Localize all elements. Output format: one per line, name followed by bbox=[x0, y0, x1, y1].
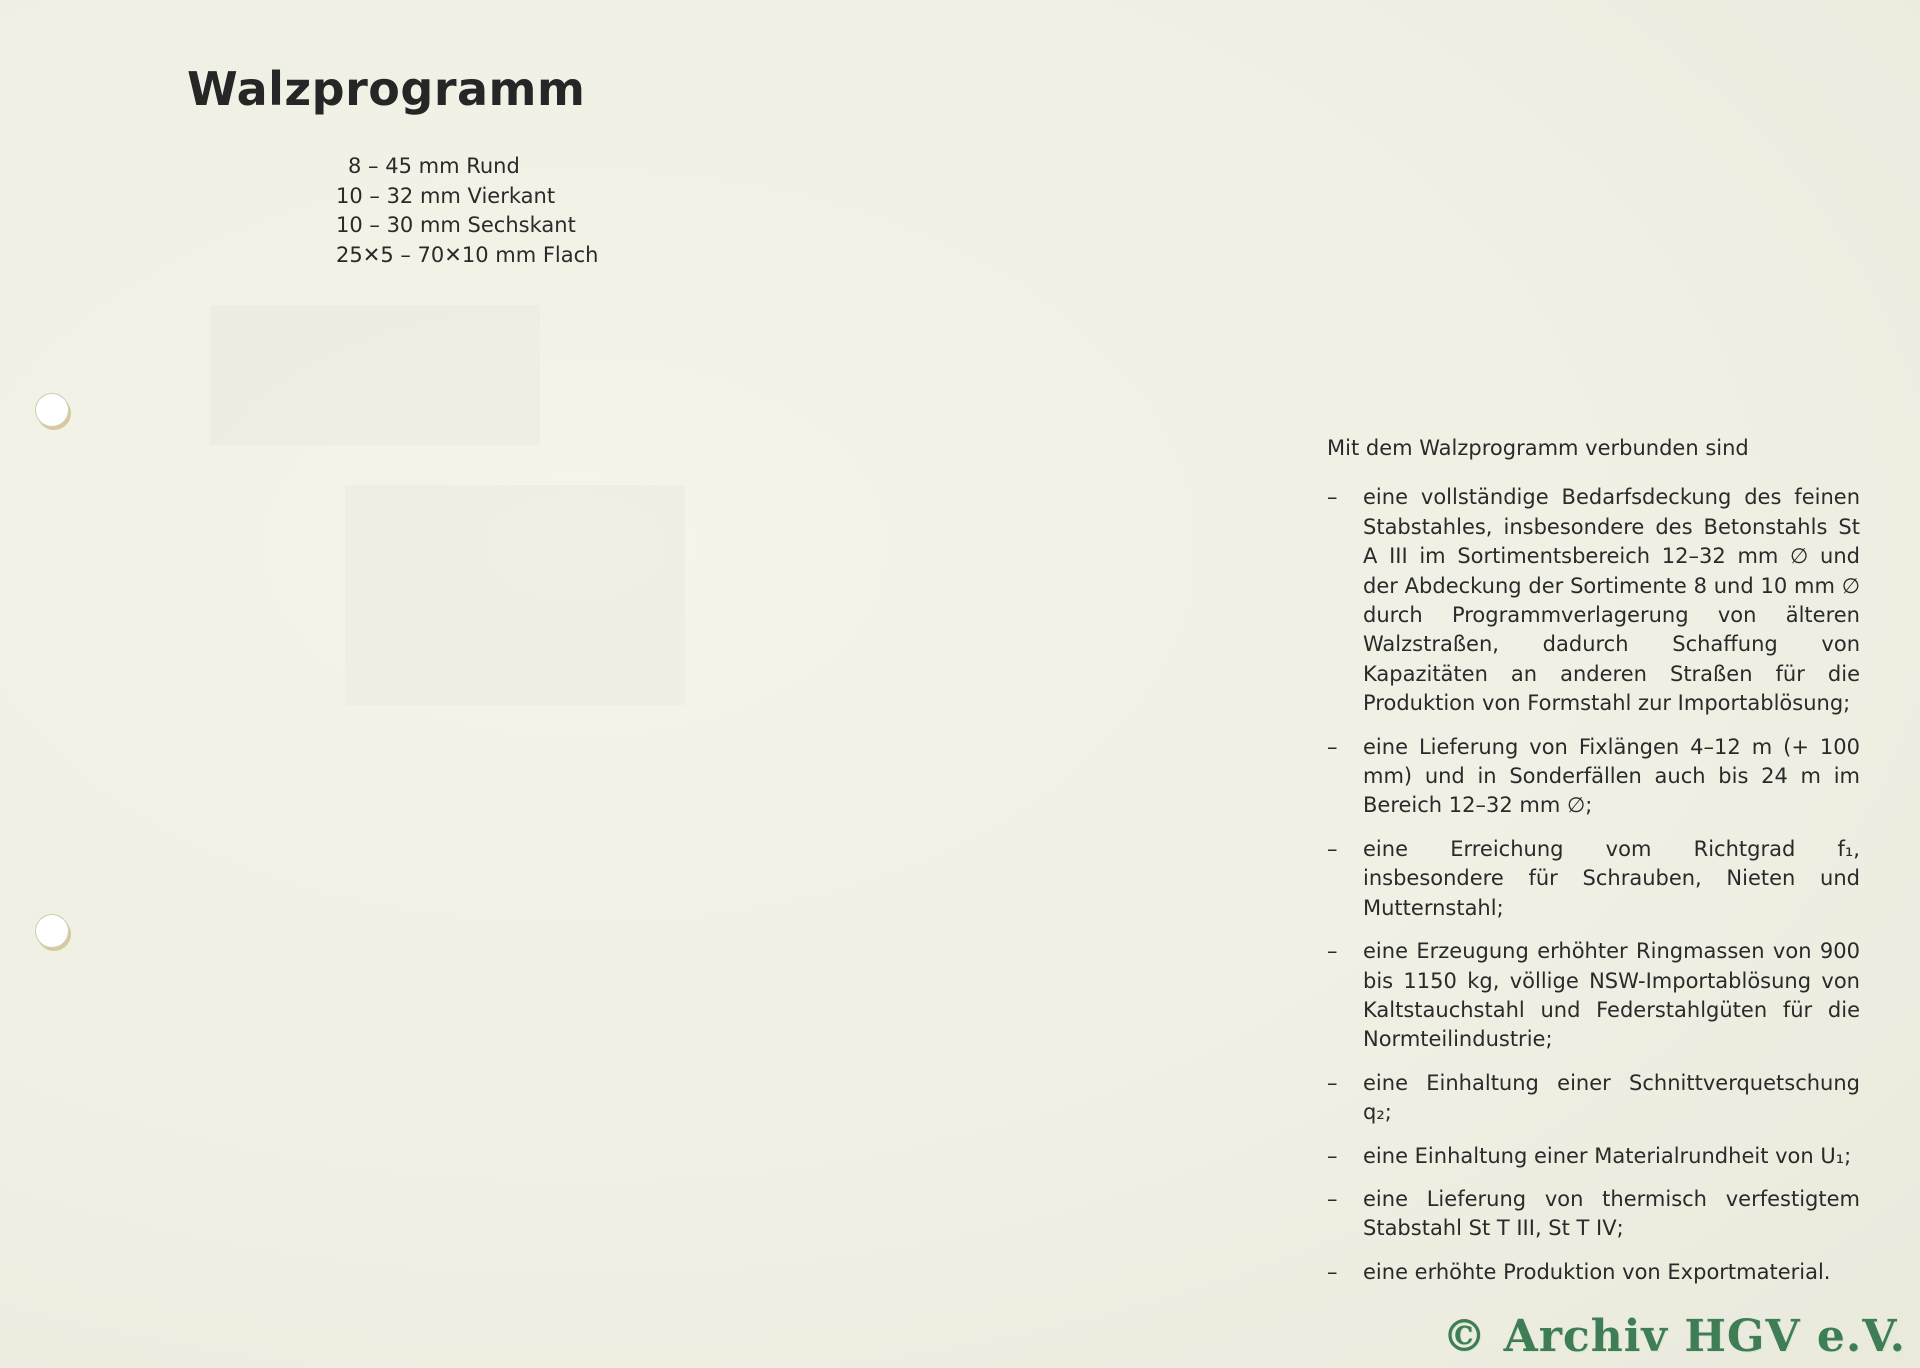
archive-watermark: © Archiv HGV e.V. bbox=[1442, 1311, 1906, 1362]
profile-line: 8 – 45 mm Rund bbox=[348, 154, 520, 178]
list-item: – eine Erzeugung erhöhter Ringmassen von 900 bis 1150 kg, völlige NSW-Importablösung von Kaltstauchstahl und Federstahlgüten für die Normteilindustrie; bbox=[1327, 937, 1860, 1055]
page-title: Walzprogramm bbox=[187, 62, 586, 116]
list-item: – eine Einhaltung einer Materialrundheit von U₁; bbox=[1327, 1142, 1860, 1171]
list-item: – eine vollständige Bedarfsdeckung des feinen Stabstahles, insbesondere des Betonstahls St A III im Sortimentsbereich 12–32 mm ∅ und der Abdeckung der Sortimente 8 und 10 mm ∅ durch Programmverlagerung von älteren Walzstraßen, dadurch Schaffung von Kapazitäten an anderen Straßen für die Produktion von Formstahl zur Importablösung; bbox=[1327, 483, 1860, 718]
list-item: – eine erhöhte Produktion von Exportmaterial. bbox=[1327, 1258, 1860, 1287]
punch-hole-bottom bbox=[35, 914, 69, 948]
list-item: – eine Erreichung vom Richtgrad f₁, insbesondere für Schrauben, Nieten und Mutternstahl; bbox=[1327, 835, 1860, 923]
punch-hole-top bbox=[35, 393, 69, 427]
benefits-intro: Mit dem Walzprogramm verbunden sind bbox=[1327, 436, 1749, 460]
profile-line: 25✕5 – 70✕10 mm Flach bbox=[336, 242, 599, 267]
list-item: – eine Lieferung von Fixlängen 4–12 m (+ 100 mm) und in Sonderfällen auch bis 24 m im Bereich 12–32 mm ∅; bbox=[1327, 733, 1860, 821]
profile-line: 10 – 30 mm Sechskant bbox=[336, 213, 576, 237]
benefits-section bbox=[1327, 434, 1860, 1301]
show-through-shadow bbox=[210, 305, 540, 445]
profile-line: 10 – 32 mm Vierkant bbox=[336, 183, 556, 208]
list-item: – eine Einhaltung einer Schnittverquetschung q₂; bbox=[1327, 1069, 1860, 1128]
show-through-shadow bbox=[345, 485, 685, 705]
list-item: – eine Lieferung von thermisch verfestigtem Stabstahl St T III, St T IV; bbox=[1327, 1185, 1860, 1244]
benefits-list bbox=[1327, 483, 1860, 1287]
profile-list bbox=[336, 152, 598, 270]
